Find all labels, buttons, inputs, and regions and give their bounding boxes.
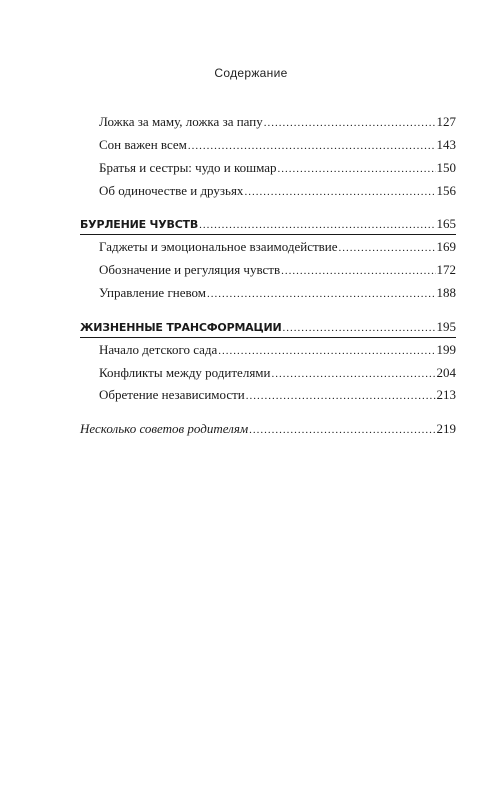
toc-entry-page: 204 [436, 365, 456, 380]
toc-entry-page: 165 [436, 216, 456, 231]
toc-entry[interactable] [80, 284, 456, 302]
running-head: Содержание [214, 66, 288, 80]
leader-dots [271, 365, 435, 383]
toc-entry-title: Обозначение и регуляция чувств [99, 262, 281, 277]
toc-section-heading[interactable] [80, 318, 456, 336]
section-rule [80, 337, 456, 338]
toc-entry-page: 169 [436, 239, 456, 254]
toc-entry-title: Несколько советов родителям [80, 421, 249, 436]
toc-entry-page: 213 [436, 387, 456, 402]
leader-dots [218, 342, 435, 360]
toc-entry[interactable] [80, 261, 456, 279]
toc-entry-closing[interactable] [80, 420, 456, 438]
toc-entry-page: 195 [436, 319, 456, 334]
toc-entry-page: 172 [436, 262, 456, 277]
leader-dots [283, 319, 436, 337]
toc-entry-title: Обретение независимости [99, 387, 245, 402]
toc-entry-page: 156 [436, 183, 456, 198]
toc-entry-title: Сон важен всем [99, 137, 187, 152]
leader-dots [249, 421, 435, 439]
toc-entry-title: Конфликты между родителями [99, 365, 271, 380]
toc-entry-title: Гаджеты и эмоциональное взаимодействие [99, 239, 338, 254]
leader-dots [278, 160, 436, 178]
toc-entry-page: 150 [436, 160, 456, 175]
toc-section-title: БУРЛЕНИЕ ЧУВСТВ [80, 218, 199, 231]
toc-entry-page: 199 [436, 342, 456, 357]
toc-section-heading[interactable] [80, 215, 456, 233]
toc-entry-page: 127 [436, 114, 456, 129]
toc-entry[interactable] [80, 136, 456, 154]
toc-entry[interactable] [80, 238, 456, 256]
toc-entry-title: Ложка за маму, ложка за папу [99, 114, 263, 129]
toc-entry[interactable] [80, 364, 456, 382]
toc-entry-title: Об одиночестве и друзьях [99, 183, 244, 198]
section-rule [80, 234, 456, 235]
toc-entry-title: Начало детского сада [99, 342, 218, 357]
toc-entry-page: 143 [436, 137, 456, 152]
leader-dots [244, 183, 435, 201]
leader-dots [207, 285, 435, 303]
toc-entry-title: Управление гневом [99, 285, 207, 300]
toc-entry[interactable] [80, 182, 456, 200]
toc-entry-title: Братья и сестры: чудо и кошмар [99, 160, 277, 175]
leader-dots [188, 137, 436, 155]
leader-dots [281, 262, 435, 280]
toc-entry-page: 188 [436, 285, 456, 300]
leader-dots [339, 239, 436, 257]
leader-dots [246, 387, 436, 405]
toc-entry[interactable] [80, 341, 456, 359]
leader-dots [264, 114, 436, 132]
toc-entry[interactable] [80, 386, 456, 404]
toc-entry-page: 219 [436, 421, 456, 436]
toc-entry[interactable] [80, 159, 456, 177]
toc-section-title: ЖИЗНЕННЫЕ ТРАНСФОРМАЦИИ [80, 321, 282, 334]
leader-dots [199, 216, 435, 234]
toc-entry[interactable] [80, 113, 456, 131]
